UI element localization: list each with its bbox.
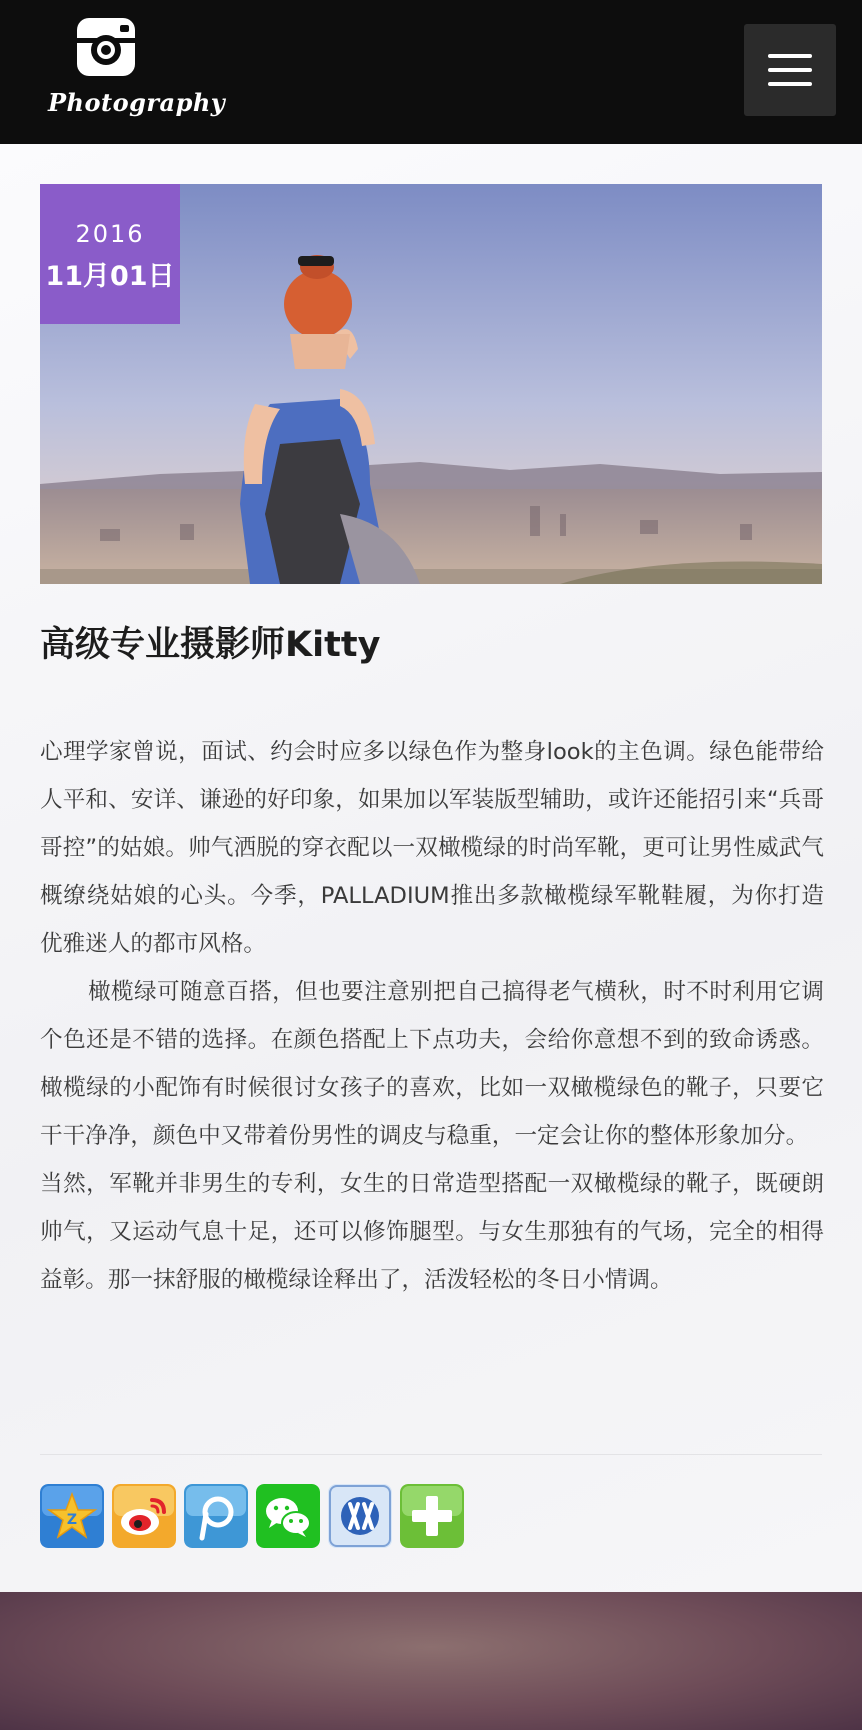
tencent-weibo-share-icon[interactable] xyxy=(184,1484,248,1548)
site-header xyxy=(0,0,862,144)
menu-bar-icon xyxy=(768,82,812,86)
menu-bar-icon xyxy=(768,54,812,58)
menu-button[interactable] xyxy=(744,24,836,116)
post-paragraph: 橄榄绿可随意百搭，但也要注意别把自己搞得老气横秋，时不时利用它调个色还是不错的选择。在颜色搭配上下点功夫，会给你意想不到的致命诱惑。橄榄绿的小配饰有时候很讨女孩子的喜欢，比如一双橄榄绿色的靴子，只要它干干净净，颜色中又带着份男性的调皮与稳重，一定会让你的整体形象加分。 xyxy=(40,979,824,1149)
post-date-badge xyxy=(40,184,180,324)
site-logo[interactable] xyxy=(44,16,226,128)
qzone-share-icon[interactable] xyxy=(40,1484,104,1548)
post-body xyxy=(40,728,824,1304)
post-title: 高级专业摄影师Kitty xyxy=(40,625,381,665)
share-divider xyxy=(40,1454,822,1455)
more-share-icon[interactable] xyxy=(400,1484,464,1548)
renren-share-icon[interactable] xyxy=(328,1484,392,1548)
camera-icon xyxy=(44,16,194,86)
post-date-day: 11月01日 xyxy=(45,261,175,292)
logo-text: Photography xyxy=(48,88,226,117)
post-date-year: 2016 xyxy=(75,220,145,248)
menu-bar-icon xyxy=(768,68,812,72)
weibo-share-icon[interactable] xyxy=(112,1484,176,1548)
wechat-share-icon[interactable] xyxy=(256,1484,320,1548)
footer-banner xyxy=(0,1592,862,1730)
article xyxy=(0,144,862,1592)
post-paragraph: 心理学家曾说，面试、约会时应多以绿色作为整身look的主色调。绿色能带给人平和、安详、谦逊的好印象，如果加以军装版型辅助，或许还能招引来“兵哥哥控”的姑娘。帅气洒脱的穿衣配以一双橄榄绿的时尚军靴，更可让男性威武气概缭绕姑娘的心头。今季，PALLADIUM推出多款橄榄绿军靴鞋履，为你打造优雅迷人的都市风格。 xyxy=(40,739,824,957)
svg-text:Z: Z xyxy=(66,1512,78,1528)
post-paragraph: 当然，军靴并非男生的专利，女生的日常造型搭配一双橄榄绿的靴子，既硬朗帅气，又运动气息十足，还可以修饰腿型。与女生那独有的气场，完全的相得益彰。那一抹舒服的橄榄绿诠释出了，活泼轻松的冬日小情调。 xyxy=(40,1171,824,1293)
